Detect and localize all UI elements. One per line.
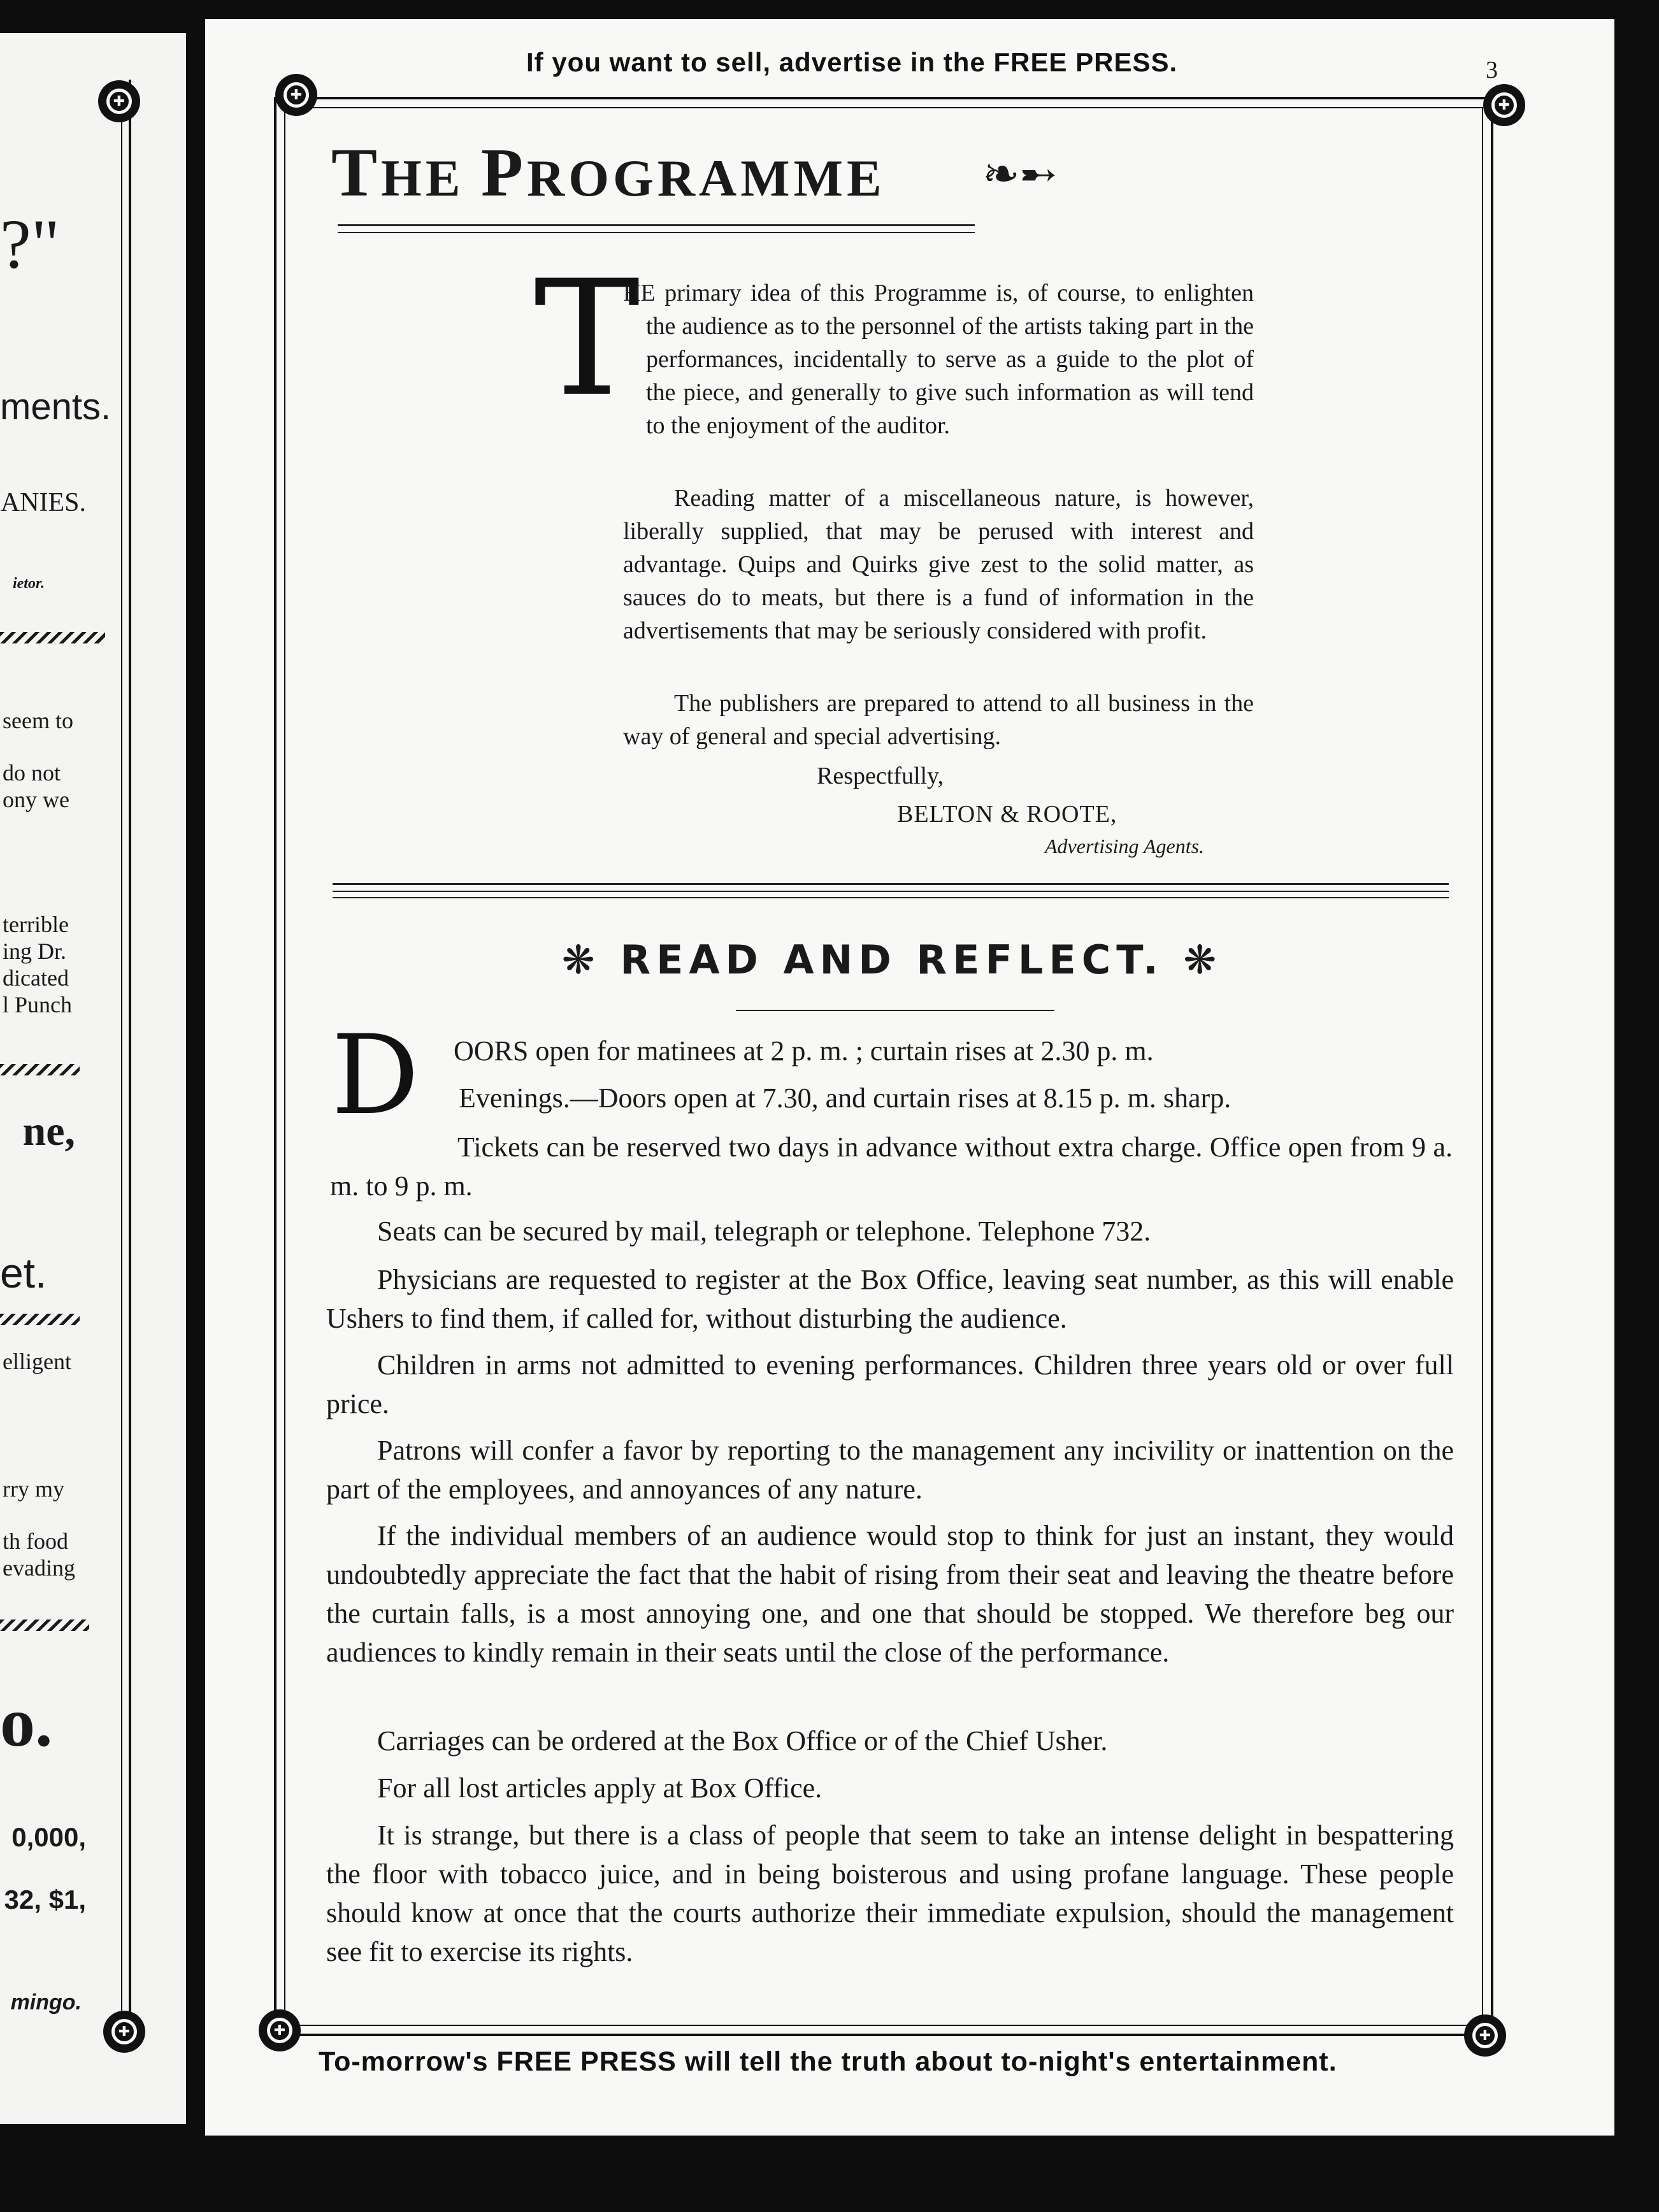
section-divider [333, 891, 1449, 892]
left-fragment-text: rry my [3, 1476, 64, 1502]
tickets-paragraph: Tickets can be reserved two days in advance without extra charge. Office open from 9 a. m. to 9 p. m. [330, 1131, 1453, 1202]
notice-paragraph: Seats can be secured by mail, telegraph or telephone. Telephone 732. [377, 1216, 1151, 1247]
left-fragment-text: mingo. [10, 1990, 82, 2014]
evenings-line: Evenings.—Doors open at 7.30, and curtain rises at 8.15 p. m. sharp. [459, 1082, 1232, 1114]
bottom-banner: To-morrow's FREE PRESS will tell the truth about to-night's entertainment. [319, 2046, 1337, 2077]
title-initial: T [331, 135, 382, 211]
notice-paragraph: If the individual members of an audience would stop to think for just an instant, they would undoubtedly appreciate the fact that the habit of rising from their seat and leaving the theatre before the curtain falls, is a most annoying one, and one that should be stopped. We therefore beg our audiences to kindly remain in their seats until the close of the performance. [326, 1520, 1454, 1668]
drop-cap: D [331, 1011, 419, 1139]
title-underline [338, 232, 975, 233]
drop-cap: T [534, 246, 640, 431]
top-banner: If you want to sell, advertise in the FREE PRESS. [526, 47, 1178, 77]
notice-paragraph: For all lost articles apply at Box Office. [377, 1772, 822, 1804]
zigzag-divider [0, 632, 105, 643]
left-fragment-text: ments. [0, 386, 111, 427]
signature-title: Advertising Agents. [1045, 835, 1205, 858]
section-divider [333, 883, 1449, 885]
zigzag-divider [0, 1064, 80, 1075]
programme-paragraph: HE primary idea of this Programme is, of course, to enlighten the audience as to the personnel of the artists taking part in the performances, incidentally to serve as a guide to the plot of the piece, and generally to give such information as will tend to the enjoyment of the auditor. [623, 280, 1254, 439]
notice-paragraph: Children in arms not admitted to evening performances. Children three years old or over full price. [326, 1349, 1454, 1419]
programme-paragraph: Reading matter of a miscellaneous nature, is however, liberally supplied, that may be perused with interest and advantage. Quips and Quirks give zest to the solid matter, as sauces do to meats, but there is a fund of information in the advertisements that may be seriously considered with profit. [623, 485, 1254, 644]
fleuron-left-icon: ❋ [561, 937, 621, 983]
left-fragment-text: l Punch [3, 992, 73, 1017]
page-number: 3 [1486, 57, 1498, 83]
doors-line: OORS open for matinees at 2 p. m. ; curtain rises at 2.30 p. m. [454, 1035, 1154, 1066]
title-word: HE [381, 149, 482, 207]
left-fragment-text: ?" [0, 205, 60, 283]
section-divider [333, 897, 1449, 898]
zigzag-divider [0, 1314, 80, 1325]
notice-paragraph: Physicians are requested to register at the Box Office, leaving seat number, as this will enable Ushers to find them, if called for, without disturbing the audience. [326, 1264, 1454, 1334]
programme-title [331, 134, 886, 213]
rosette-ornament-icon [1483, 84, 1525, 126]
left-fragment-text: evading [3, 1555, 75, 1581]
notice-paragraph: Patrons will confer a favor by reporting to the management any incivility or inattention on the part of the employees, and annoyances of any nature. [326, 1435, 1454, 1505]
title-underline [338, 224, 975, 226]
closing: Respectfully, [817, 763, 944, 789]
left-fragment-text: terrible [3, 912, 69, 937]
notice-paragraph: It is strange, but there is a class of people that seem to take an intense delight in bespattering the floor with tobacco juice, and in being boisterous and using profane language. These people should know at once that the courts authorize their immediate expulsion, should the management see fit to exercise its rights. [326, 1820, 1454, 1967]
rosette-ornament-icon [98, 80, 140, 122]
rosette-ornament-icon [259, 2009, 301, 2051]
left-fragment-text: ne, [22, 1108, 75, 1154]
read-and-reflect-title [510, 937, 1274, 983]
signature: BELTON & ROOTE, [897, 801, 1117, 828]
rosette-ornament-icon [275, 74, 317, 116]
programme-paragraph: The publishers are prepared to attend to all business in the way of general and special advertising. [623, 690, 1254, 750]
fleuron-right-icon: ❋ [1163, 937, 1223, 983]
left-fragment-text: do not [3, 760, 61, 786]
left-fragment-text: ony we [3, 787, 69, 812]
left-fragment-text: ietor. [12, 575, 45, 592]
left-fragment-text: et. [0, 1249, 47, 1296]
notice-paragraph: Carriages can be ordered at the Box Office or of the Chief Usher. [377, 1725, 1108, 1756]
title-underline [736, 1010, 1054, 1011]
title-initial: P [481, 135, 528, 211]
left-fragment-text: 0,000, [11, 1822, 86, 1852]
left-fragment-text: seem to [3, 708, 73, 733]
rosette-ornament-icon [1464, 2014, 1506, 2057]
title-word: ROGRAMME [527, 149, 886, 207]
rosette-ornament-icon [103, 2011, 145, 2053]
left-fragment-text: ANIES. [0, 488, 86, 517]
left-fragment-text: th food [3, 1528, 68, 1554]
zigzag-divider [0, 1620, 89, 1631]
left-fragment-text: o. [0, 1683, 53, 1761]
left-fragment-text: ing Dr. [3, 938, 67, 964]
left-fragment-text: dicated [3, 965, 69, 991]
left-fragment-text: 32, $1, [4, 1885, 86, 1914]
left-fragment-text: elligent [3, 1349, 71, 1374]
section-title-text: READ AND REFLECT. [620, 937, 1164, 983]
flourish-ornament-icon: ❧➸ [982, 148, 1058, 200]
